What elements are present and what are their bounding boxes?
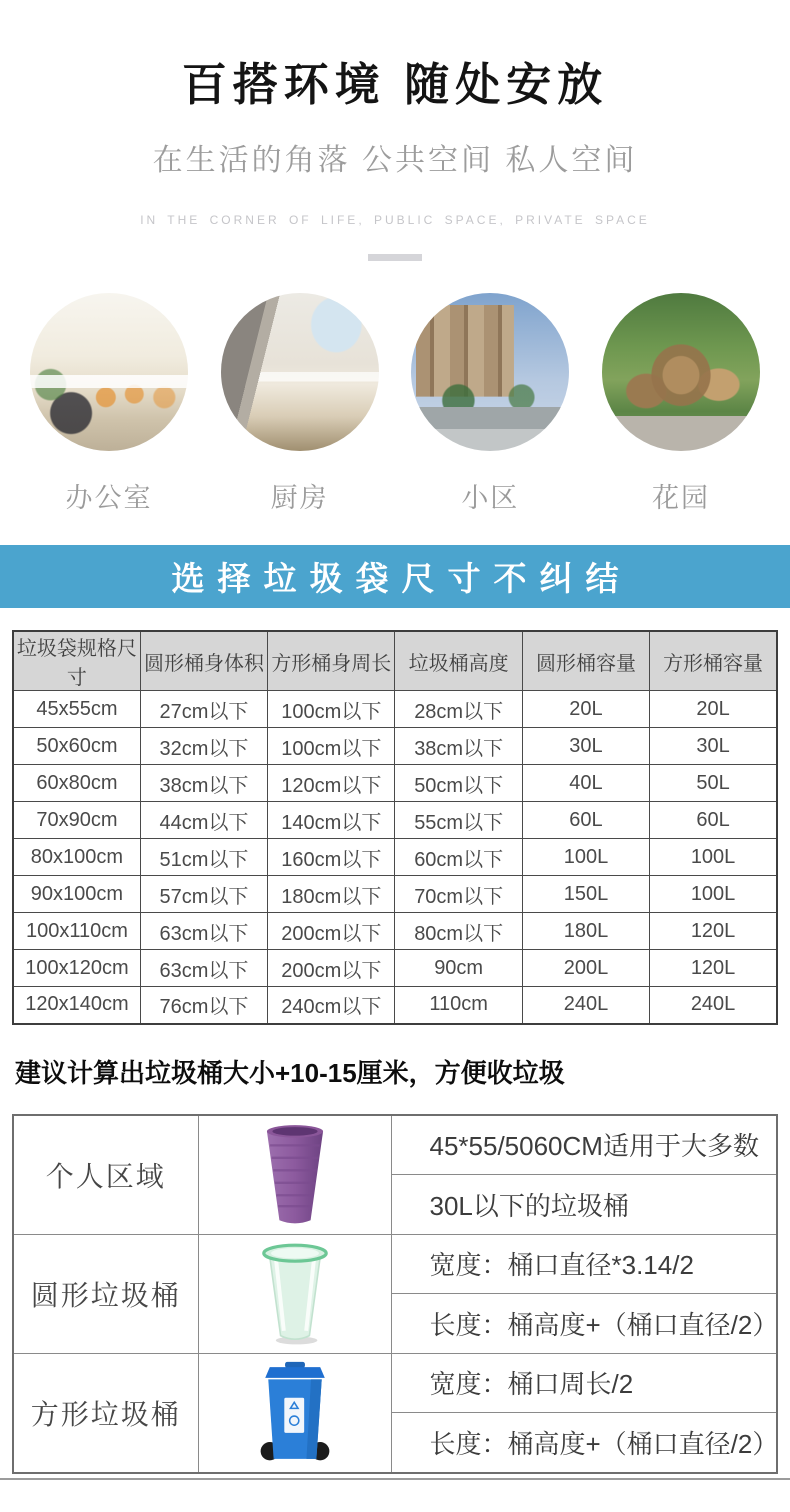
table-cell: 63cm以下 <box>140 950 267 987</box>
guide-image-cell <box>198 1115 391 1235</box>
table-cell: 120L <box>650 913 777 950</box>
table-cell: 28cm以下 <box>395 691 522 728</box>
table-cell: 100L <box>650 876 777 913</box>
guide-label: 圆形垃圾桶 <box>13 1234 198 1353</box>
table-cell: 50L <box>650 765 777 802</box>
guide-row-square <box>13 1353 777 1413</box>
table-cell: 60x80cm <box>13 765 140 802</box>
table-cell: 100cm以下 <box>268 691 395 728</box>
table-cell: 63cm以下 <box>140 913 267 950</box>
guide-row-personal <box>13 1115 777 1175</box>
table-cell: 60L <box>650 802 777 839</box>
table-cell: 57cm以下 <box>140 876 267 913</box>
table-cell: 20L <box>650 691 777 728</box>
scene-label: 小区 <box>461 483 520 513</box>
scene-label: 厨房 <box>270 483 329 513</box>
table-cell: 90x100cm <box>13 876 140 913</box>
bin-type-guide-table <box>12 1114 778 1474</box>
guide-label: 个人区域 <box>13 1115 198 1235</box>
table-cell: 32cm以下 <box>140 728 267 765</box>
table-cell: 38cm以下 <box>395 728 522 765</box>
table-header-cell: 垃圾桶高度 <box>395 631 522 691</box>
guide-line: 宽度：桶口周长/2 <box>391 1353 777 1413</box>
table-cell: 76cm以下 <box>140 987 267 1024</box>
table-header-cell: 垃圾袋规格尺寸 <box>13 631 140 691</box>
table-cell: 55cm以下 <box>395 802 522 839</box>
scene-label: 花园 <box>651 483 710 513</box>
table-cell: 80x100cm <box>13 839 140 876</box>
table-cell: 200cm以下 <box>268 913 395 950</box>
table-cell: 70x90cm <box>13 802 140 839</box>
table-row <box>13 950 777 987</box>
table-cell: 38cm以下 <box>140 765 267 802</box>
table-row <box>13 913 777 950</box>
table-cell: 27cm以下 <box>140 691 267 728</box>
table-row <box>13 987 777 1024</box>
residential-area-photo <box>411 293 569 451</box>
section-banner-title: 选择垃圾袋尺寸不纠结 <box>171 560 632 597</box>
table-cell: 50x60cm <box>13 728 140 765</box>
green-round-bin-icon <box>255 1241 335 1347</box>
scene-residential <box>407 293 573 515</box>
table-row <box>13 765 777 802</box>
table-cell: 30L <box>522 728 649 765</box>
table-header-cell: 方形桶身周长 <box>268 631 395 691</box>
guide-image-cell <box>198 1353 391 1473</box>
table-cell: 20L <box>522 691 649 728</box>
guide-line: 30L以下的垃圾桶 <box>391 1174 777 1234</box>
table-cell: 100x110cm <box>13 913 140 950</box>
scene-gallery <box>0 293 790 515</box>
table-cell: 80cm以下 <box>395 913 522 950</box>
table-cell: 240L <box>650 987 777 1024</box>
table-header-cell: 圆形桶身体积 <box>140 631 267 691</box>
table-row <box>13 728 777 765</box>
guide-image-cell <box>198 1234 391 1353</box>
table-cell: 180cm以下 <box>268 876 395 913</box>
page-subtitle: 在生活的角落 公共空间 私人空间 <box>152 144 638 177</box>
office-photo <box>30 293 188 451</box>
table-cell: 110cm <box>395 987 522 1024</box>
scene-label: 办公室 <box>65 483 153 513</box>
table-row <box>13 839 777 876</box>
table-cell: 180L <box>522 913 649 950</box>
table-cell: 45x55cm <box>13 691 140 728</box>
table-cell: 44cm以下 <box>140 802 267 839</box>
table-row <box>13 691 777 728</box>
table-cell: 51cm以下 <box>140 839 267 876</box>
section-banner <box>0 545 790 608</box>
divider-bar <box>368 254 422 261</box>
scene-kitchen <box>217 293 383 515</box>
guide-line: 长度：桶高度+（桶口直径/2） <box>391 1413 777 1473</box>
table-cell: 100L <box>650 839 777 876</box>
table-cell: 240cm以下 <box>268 987 395 1024</box>
page-bottom-divider <box>0 1478 790 1480</box>
table-cell: 90cm <box>395 950 522 987</box>
scene-office <box>26 293 192 515</box>
hero-section <box>0 0 790 261</box>
table-cell: 200L <box>522 950 649 987</box>
table-cell: 60cm以下 <box>395 839 522 876</box>
table-cell: 70cm以下 <box>395 876 522 913</box>
table-cell: 240L <box>522 987 649 1024</box>
kitchen-photo <box>221 293 379 451</box>
guide-line: 长度：桶高度+（桶口直径/2） <box>391 1294 777 1354</box>
scene-garden <box>598 293 764 515</box>
table-cell: 140cm以下 <box>268 802 395 839</box>
table-cell: 100cm以下 <box>268 728 395 765</box>
table-cell: 50cm以下 <box>395 765 522 802</box>
garden-photo <box>602 293 760 451</box>
table-row <box>13 802 777 839</box>
table-header-cell: 方形桶容量 <box>650 631 777 691</box>
table-cell: 120L <box>650 950 777 987</box>
table-cell: 30L <box>650 728 777 765</box>
guide-label: 方形垃圾桶 <box>13 1353 198 1473</box>
blue-wheelie-bin-icon <box>253 1360 337 1466</box>
table-cell: 150L <box>522 876 649 913</box>
guide-line: 宽度：桶口直径*3.14/2 <box>391 1234 777 1294</box>
table-header-row <box>13 631 777 691</box>
guide-row-round <box>13 1234 777 1294</box>
table-cell: 100x120cm <box>13 950 140 987</box>
table-header-cell: 圆形桶容量 <box>522 631 649 691</box>
table-cell: 40L <box>522 765 649 802</box>
sizing-tip: 建议计算出垃圾桶大小+10-15厘米，方便收垃圾 <box>15 1057 565 1088</box>
purple-basket-icon <box>256 1122 334 1228</box>
page-title: 百搭环境 随处安放 <box>181 59 609 110</box>
size-guide-table <box>12 630 778 1025</box>
table-cell: 160cm以下 <box>268 839 395 876</box>
table-cell: 120x140cm <box>13 987 140 1024</box>
table-cell: 120cm以下 <box>268 765 395 802</box>
table-cell: 100L <box>522 839 649 876</box>
table-cell: 60L <box>522 802 649 839</box>
guide-line: 45*55/5060CM适用于大多数 <box>391 1115 777 1175</box>
table-cell: 200cm以下 <box>268 950 395 987</box>
page-tagline-en: IN THE CORNER OF LIFE, PUBLIC SPACE, PRIVATE SPACE <box>140 213 650 227</box>
table-row <box>13 876 777 913</box>
